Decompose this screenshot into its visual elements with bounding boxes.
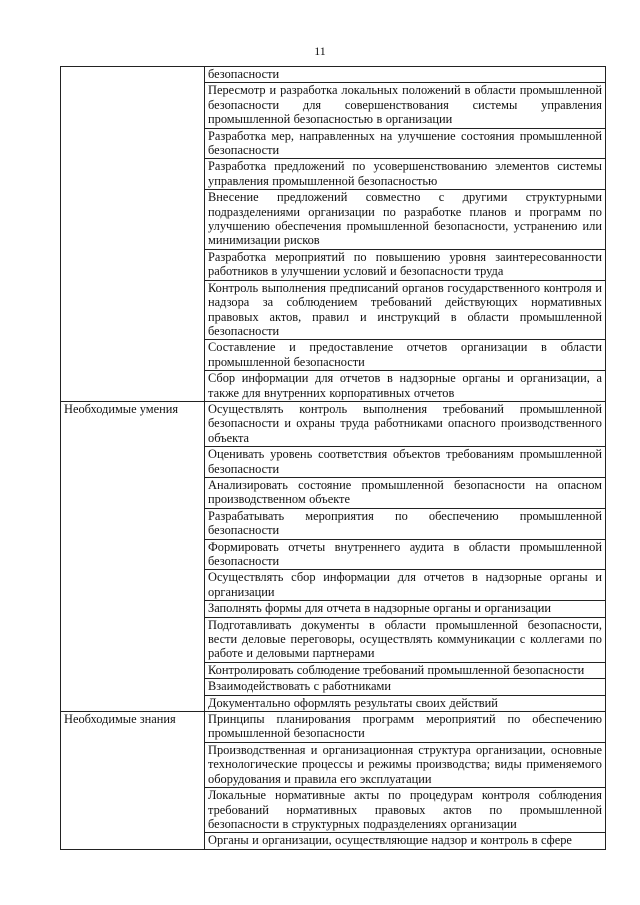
table-row — [61, 695, 606, 711]
table-row — [61, 788, 606, 833]
category-cell — [61, 280, 205, 340]
description-cell: Контролировать соблюдение требований промышленной безопасности — [205, 662, 606, 678]
category-cell — [61, 340, 205, 371]
category-cell — [61, 788, 205, 833]
description-cell: Сбор информации для отчетов в надзорные органы и организации, а также для внутренних корпоративных отчетов — [205, 371, 606, 402]
category-cell — [61, 190, 205, 250]
description-cell: Составление и предоставление отчетов организации в области промышленной безопасности — [205, 340, 606, 371]
table-row — [61, 340, 606, 371]
table-row — [61, 83, 606, 128]
category-cell — [61, 617, 205, 662]
table-row — [61, 190, 606, 250]
table-row — [61, 617, 606, 662]
category-cell — [61, 601, 205, 617]
table-row — [61, 508, 606, 539]
table-row — [61, 159, 606, 190]
category-cell — [61, 447, 205, 478]
table-row — [61, 570, 606, 601]
description-cell: Принципы планирования программ мероприятий по обеспечению промышленной безопасности — [205, 712, 606, 743]
category-cell — [61, 662, 205, 678]
category-label-knowledge: Необходимые знания — [61, 712, 205, 743]
table-row — [61, 539, 606, 570]
description-cell: Оценивать уровень соответствия объектов требованиям промышленной безопасности — [205, 447, 606, 478]
category-cell — [61, 159, 205, 190]
category-label-skills: Необходимые умения — [61, 401, 205, 446]
category-cell — [61, 128, 205, 159]
table-row — [61, 712, 606, 743]
table-row — [61, 477, 606, 508]
category-cell — [61, 679, 205, 695]
description-cell: Пересмотр и разработка локальных положений в области промышленной безопасности для совершенствования системы управления промышленной безопасностью в организации — [205, 83, 606, 128]
table-row — [61, 67, 606, 83]
description-cell: Документально оформлять результаты своих действий — [205, 695, 606, 711]
description-cell: Контроль выполнения предписаний органов государственного контроля и надзора за соблюдением требований действующих нормативных правовых актов, правил и инструкций в области промышленной безопасности — [205, 280, 606, 340]
table-row — [61, 742, 606, 787]
description-cell: Заполнять формы для отчета в надзорные органы и организации — [205, 601, 606, 617]
table-row — [61, 833, 606, 849]
category-cell — [61, 695, 205, 711]
table-row — [61, 447, 606, 478]
description-cell: Взаимодействовать с работниками — [205, 679, 606, 695]
table-row — [61, 662, 606, 678]
table-row — [61, 128, 606, 159]
table-row — [61, 280, 606, 340]
category-cell — [61, 742, 205, 787]
table-row — [61, 601, 606, 617]
page-number: 11 — [314, 44, 326, 58]
description-cell: Осуществлять сбор информации для отчетов в надзорные органы и организации — [205, 570, 606, 601]
table-row — [61, 401, 606, 446]
table-row — [61, 679, 606, 695]
description-cell: Осуществлять контроль выполнения требований промышленной безопасности и охраны труда работниками опасного производственного объекта — [205, 401, 606, 446]
category-cell — [61, 833, 205, 849]
description-cell: Локальные нормативные акты по процедурам контроля соблюдения требований нормативных правовых актов по промышленной безопасности в структурных подразделениях организации — [205, 788, 606, 833]
category-cell — [61, 539, 205, 570]
category-cell — [61, 371, 205, 402]
description-cell: Формировать отчеты внутреннего аудита в области промышленной безопасности — [205, 539, 606, 570]
category-cell — [61, 67, 205, 83]
category-cell — [61, 477, 205, 508]
category-cell — [61, 83, 205, 128]
category-cell — [61, 570, 205, 601]
description-cell: Анализировать состояние промышленной безопасности на опасном производственном объекте — [205, 477, 606, 508]
description-cell: Подготавливать документы в области промышленной безопасности, вести деловые переговоры, осуществлять коммуникации с коллегами по работе и деловыми партнерами — [205, 617, 606, 662]
table-row — [61, 249, 606, 280]
description-cell: Производственная и организационная структура организации, основные технологические процессы и режимы производства; виды применяемого оборудования и правила его эксплуатации — [205, 742, 606, 787]
category-cell — [61, 249, 205, 280]
description-cell: Разработка мер, направленных на улучшение состояния промышленной безопасности — [205, 128, 606, 159]
category-cell — [61, 508, 205, 539]
description-cell: Разработка мероприятий по повышению уровня заинтересованности работников в улучшении условий и безопасности труда — [205, 249, 606, 280]
description-cell: Разработка предложений по усовершенствованию элементов системы управления промышленной безопасностью — [205, 159, 606, 190]
description-cell: безопасности — [205, 67, 606, 83]
table-row — [61, 371, 606, 402]
description-cell: Внесение предложений совместно с другими структурными подразделениями организации по разработке планов и программ по улучшению обеспечения промышленной безопасности, устранению или минимизации рисков — [205, 190, 606, 250]
description-cell: Органы и организации, осуществляющие надзор и контроль в сфере — [205, 833, 606, 849]
description-cell: Разрабатывать мероприятия по обеспечению промышленной безопасности — [205, 508, 606, 539]
competency-table — [60, 66, 606, 850]
